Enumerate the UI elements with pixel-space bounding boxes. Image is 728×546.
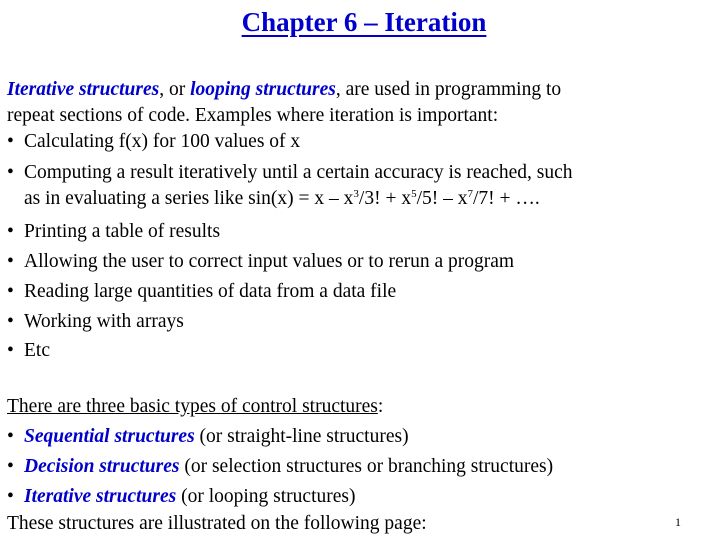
list-item-text: Printing a table of results — [24, 221, 221, 242]
series-mid-1: /3! + x — [358, 188, 412, 209]
intro-line-1 — [7, 77, 561, 103]
bullet-icon: • — [7, 340, 14, 361]
heading-text: There are three basic types of control structures — [7, 396, 378, 417]
series-line — [24, 186, 540, 212]
bullet-icon: • — [7, 281, 14, 302]
term-looping-structures: looping structures — [190, 79, 336, 100]
list-item — [7, 279, 396, 305]
bullet-icon: • — [7, 251, 14, 272]
bullet-icon: • — [7, 311, 14, 332]
list-item-text: Computing a result iteratively until a certain accuracy is reached, such — [24, 162, 573, 183]
list-item — [7, 424, 409, 450]
heading-colon: : — [377, 396, 384, 417]
series-prefix: as in evaluating a series like sin(x) = x – x — [24, 188, 354, 209]
list-item-text: Reading large quantities of data from a data file — [24, 281, 397, 302]
page-number: 1 — [675, 515, 681, 529]
exponent-3: 3 — [353, 188, 359, 200]
intro-line-2: repeat sections of code. Examples where iteration is important: — [7, 105, 499, 126]
list-item-text: Allowing the user to correct input values or to rerun a program — [24, 251, 515, 272]
page-title: Chapter 6 – Iteration — [241, 7, 487, 37]
term-decision-structures: Decision structures — [24, 456, 180, 477]
list-item — [7, 249, 514, 275]
bullet-icon: • — [7, 456, 14, 477]
bullet-icon: • — [7, 486, 14, 507]
exponent-7: 7 — [467, 188, 474, 200]
bullet-icon: • — [7, 131, 14, 152]
intro-rest: , are used in programming to — [335, 79, 562, 100]
bullet-icon: • — [7, 221, 14, 242]
term-description: (or selection structures or branching structures) — [179, 456, 554, 477]
bullet-icon: • — [7, 162, 14, 183]
footer-text: These structures are illustrated on the following page: — [7, 513, 427, 534]
list-item-text: Etc — [24, 340, 50, 361]
series-mid-2: /5! – x — [416, 188, 468, 209]
term-description: (or straight-line structures) — [194, 426, 409, 447]
list-item — [7, 309, 184, 335]
bullet-icon: • — [7, 426, 14, 447]
list-item-text: Calculating f(x) for 100 values of x — [24, 131, 301, 152]
exponent-5: 5 — [411, 188, 417, 200]
term-description: (or looping structures) — [176, 486, 356, 507]
term-iterative-structures: Iterative structures — [7, 79, 160, 100]
control-structures-heading — [7, 394, 383, 420]
list-item — [7, 219, 220, 245]
series-suffix: /7! + …. — [473, 188, 540, 209]
list-item — [7, 338, 50, 364]
intro-separator: , or — [159, 79, 191, 100]
list-item-text: Working with arrays — [24, 311, 184, 332]
term-sequential-structures: Sequential structures — [24, 426, 195, 447]
list-item — [7, 160, 573, 186]
list-item — [7, 129, 300, 155]
term-iterative-structures-item: Iterative structures — [24, 486, 177, 507]
list-item — [7, 454, 553, 480]
list-item — [7, 484, 355, 510]
